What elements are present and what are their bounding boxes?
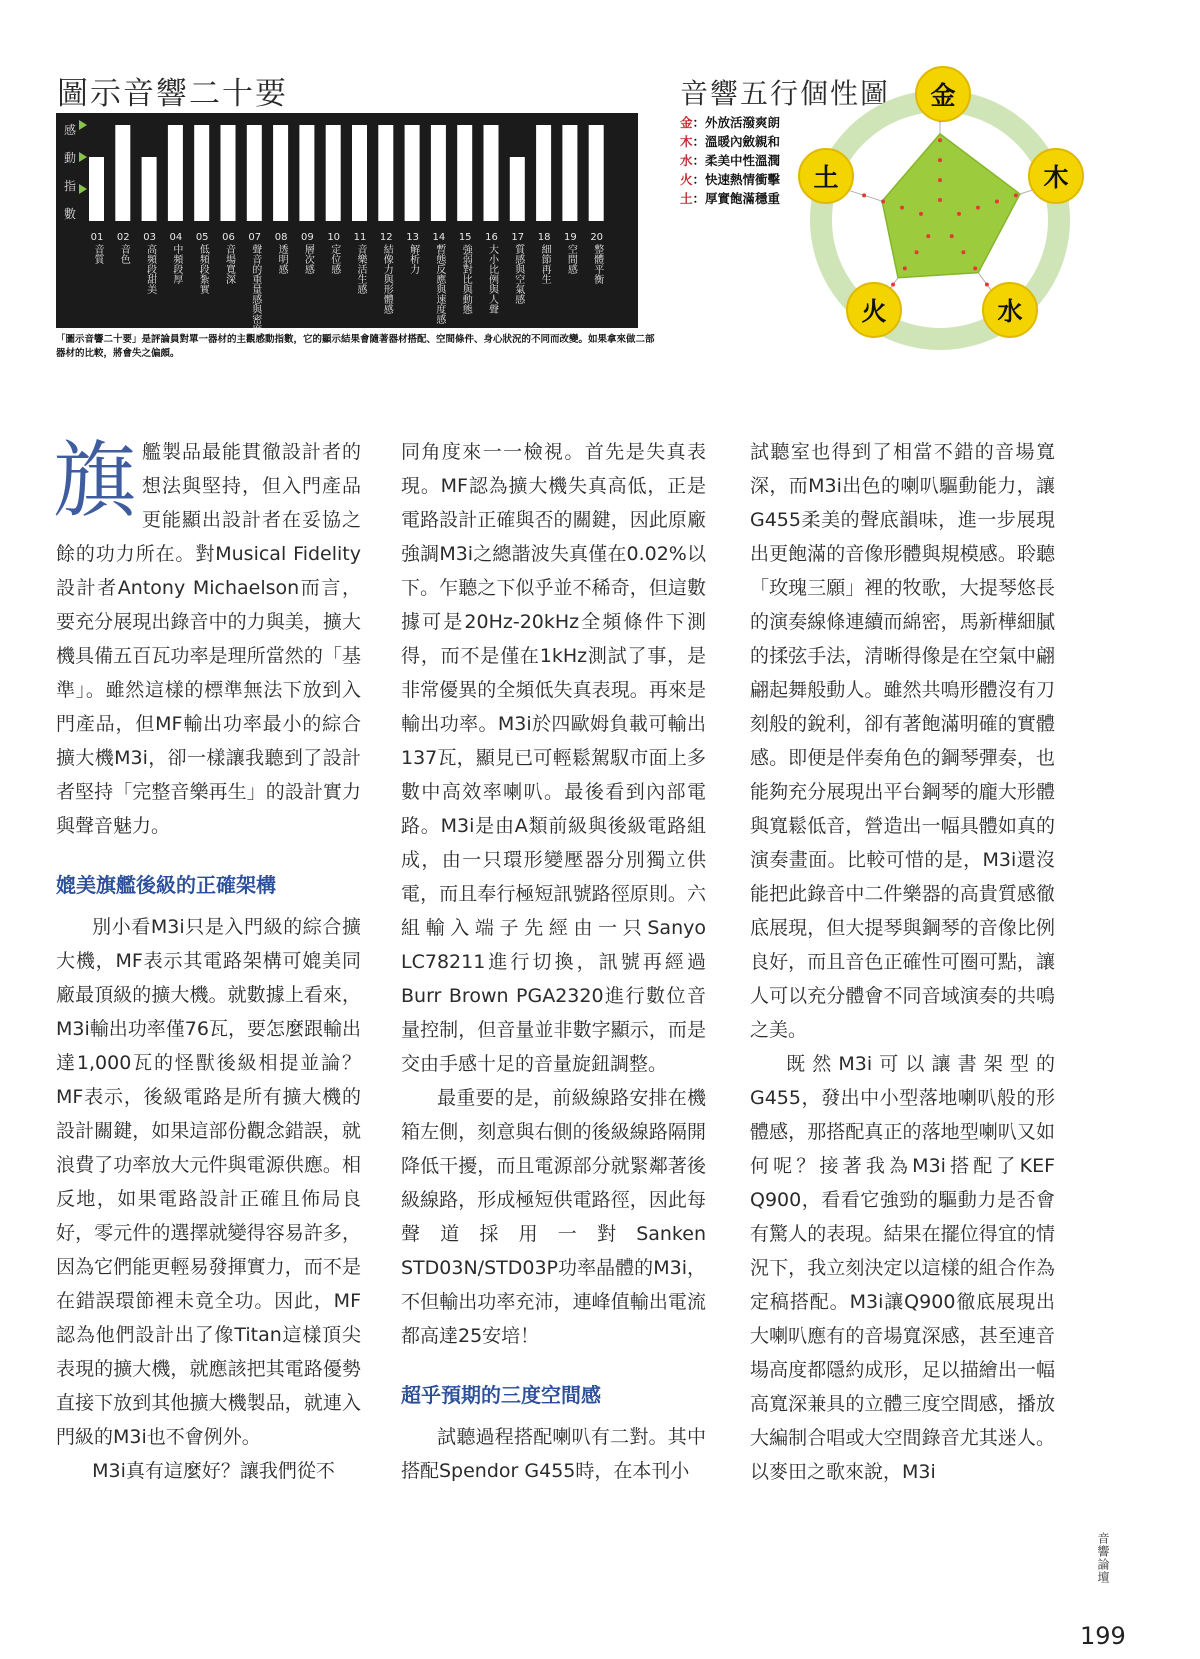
x-label-18 [533,232,555,284]
bar-9 [299,125,314,221]
x-label-19 [559,232,581,274]
article-column-1 [53,432,361,1488]
bar-12 [378,125,393,221]
x-label-number: 05 [195,232,209,243]
radar-dot-metal [938,178,942,182]
bar-4 [168,125,183,221]
x-label-12 [375,232,397,314]
radar-dot-metal [938,138,942,142]
y-side-label-3: 指 [63,179,76,193]
dropcap: 旗 [53,432,136,529]
x-label-04 [165,232,187,284]
bar-18 [536,125,551,221]
x-label-number: 14 [432,232,446,243]
x-label-number: 20 [590,232,604,243]
x-label-number: 06 [222,232,235,243]
x-label-text: 低頻段紮實 [197,244,209,294]
x-label-text: 結像力與形體感 [381,244,393,314]
bar-20 [589,125,604,221]
bar-5 [194,125,209,221]
x-label-20 [586,232,608,284]
x-label-text: 透明感 [276,244,288,274]
bar-14 [431,125,446,221]
paragraph: 最重要的是，前級線路安排在機箱左側，刻意與右側的後級線路隔開降低干擾，而且電源部分就緊鄰著後級線路，形成極短供電路徑，因此每聲道採用一對Sanken STD03N/STD03P功率晶體的M3i，不但輸出功率充沛，連峰值輸出電流都高達25安培！ [401,1087,706,1347]
y-side-label-4: 數 [63,207,76,221]
x-label-05 [191,232,213,294]
radar-dot-metal [938,158,942,162]
x-label-number: 08 [274,232,288,243]
x-label-number: 16 [485,232,498,243]
x-label-text: 音質 [92,244,103,264]
chart-svg [56,113,638,328]
five-elements-title: 音響五行個性圖 [680,77,891,110]
section-heading-2: 超乎預期的三度空間感 [401,1383,601,1407]
radar-dot-water [973,266,977,270]
x-label-number: 15 [458,232,472,243]
legend-item-earth: 土：厚實飽滿穩重 [680,191,781,206]
bar-7 [247,125,262,221]
y-side-label-1: 感 [63,123,76,137]
radar-dot-wood [957,212,961,216]
y-side-label-2: 動 [63,151,76,165]
radar-dot-wood [976,206,980,210]
x-label-text: 空間感 [565,244,577,274]
radar-dot-earth [900,206,904,210]
chart-caption: 「圖示音響二十要」是評論員對單一器材的主觀感動指數，它的顯示結果會隨著器材搭配、空間條件、身心狀況的不同而改變。如果拿來做二部器材的比較，將會失之偏頗。 [56,334,655,359]
bar-1 [89,157,104,221]
x-label-15 [454,232,476,314]
bar-16 [484,125,499,221]
bar-2 [115,125,130,221]
radar-dot-wood [1014,193,1018,197]
legend-item-water: 水：柔美中性溫潤 [680,153,781,168]
element-water-badge: 水 [982,282,1038,338]
x-label-text: 音色 [118,244,130,264]
x-label-number: 17 [511,232,525,243]
bar-19 [562,125,577,221]
element-earth-badge: 土 [798,148,854,204]
x-label-11 [349,232,371,294]
element-wood-badge: 木 [1028,148,1084,204]
x-label-13 [402,232,424,274]
x-label-text: 音樂活生感 [355,244,366,294]
x-label-number: 01 [90,232,104,243]
radar-dot-water [961,250,965,254]
x-label-number: 10 [327,232,341,243]
bar-13 [405,125,420,221]
paragraph: M3i真有這麼好？讓我們從不 [92,1460,335,1482]
element-metal-badge: 金 [915,66,971,122]
x-label-text: 層次感 [302,244,314,274]
radar-dot-earth [862,193,866,197]
radar-dot-metal [938,198,942,202]
radar-dot-fire [915,250,919,254]
x-label-number: 19 [564,232,577,243]
x-label-text: 中頻段厚 [170,244,182,284]
section-heading-1: 媲美旗艦後級的正確架構 [56,873,276,897]
bar-17 [510,157,525,221]
x-label-08 [270,232,292,274]
paragraph: 同角度來一一檢視。首先是失真表現。MF認為擴大機失真高低，正是電路設計正確與否的關鍵，因此原廠強調M3i之總諧波失真僅在0.02%以下。乍聽之下似乎並不稀奇，但這數據可是20Hz-20kHz全頻條件下測得，而不是僅在1kHz測試了事，是非常優異的全頻低失真表現。再來是輸出功率。M3i於四歐姆負載可輸出137瓦，顯見已可輕鬆駕馭市面上多數中高效率喇叭。最後看到內部電路。M3i是由A類前級與後級電路組成，由一只環形變壓器分別獨立供電，而且奉行極短訊號路徑原則。六組輸入端子先經由一只Sanyo LC78211進行切換，訊號再經過Burr Brown PGA2320進行數位音量控制，但音量並非數字顯示，而是交由手感十足的音量旋鈕調整。 [401,441,706,1075]
paragraph: 試聽室也得到了相當不錯的音場寬深，而M3i出色的喇叭驅動能力，讓G455柔美的聲底韻味，進一步展現出更飽滿的音像形體與規模感。聆聽「玫瑰三願」裡的牧歌，大提琴悠長的演奏線條連續而綿密，馬新樺細膩的揉弦手法，清晰得像是在空氣中翩翩起舞般動人。雖然共鳴形體沒有刀刻般的銳利，卻有著飽滿明確的實體感。即便是伴奏角色的鋼琴彈奏，也能夠充分展現出平台鋼琴的龐大形體與寬鬆低音，營造出一幅具體如真的演奏畫面。比較可惜的是，M3i還沒能把此錄音中二件樂器的高貴質感徹底展現，但大提琴與鋼琴的音像比例良好，而且音色正確性可圈可點，讓人可以充分體會不同音域演奏的共鳴之美。 [750,441,1055,1041]
radar-dot-fire [903,266,907,270]
x-label-text: 暫態反應與速度感 [433,244,445,324]
x-label-10 [323,232,345,274]
article-column-2 [401,435,706,1488]
radar-dot-fire [926,234,930,238]
article-column-3 [750,435,1055,1489]
twenty-factors-chart [56,113,638,328]
x-label-text: 整體平衡 [591,244,603,284]
section-name: 音響論壇 [1096,1532,1110,1584]
x-label-07 [244,232,266,334]
x-label-14 [428,232,450,324]
x-label-number: 11 [353,232,367,243]
bar-3 [142,157,157,221]
level-marker [79,152,87,162]
five-elements-legend [680,113,780,208]
x-label-01 [86,232,108,264]
level-marker [79,120,87,130]
x-label-number: 13 [406,232,419,243]
x-label-text: 高頻段甜美 [144,244,156,294]
x-label-09 [296,232,318,274]
legend-item-metal: 金：外放活潑爽朗 [680,115,781,130]
x-label-number: 09 [301,232,314,243]
x-label-text: 音場寬深 [223,244,235,284]
element-fire-badge: 火 [846,282,902,338]
radar-dot-fire [891,283,895,287]
five-elements-radar [800,80,1080,360]
x-label-number: 03 [143,232,156,243]
x-label-text: 解析力 [407,244,419,274]
x-label-number: 18 [537,232,551,243]
radar-dot-water [950,234,954,238]
bar-8 [273,125,288,221]
x-label-text: 大小比例與人聲 [486,244,498,314]
radar-dot-earth [881,200,885,204]
intro-paragraph: 旗艦製品最能貫徹設計者的想法與堅持，但入門產品更能顯出設計者在妥協之餘的功力所在。對Musical Fidelity設計者Antony Michaelson而言，要充分展現出錄音中的力與美，擴大機具備五百瓦功率是理所當然的「基準」。雖然這樣的標準無法下放到入門產品，但MF輸出功率最小的綜合擴大機M3i，卻一樣讓我聽到了設計者堅持「完整音樂再生」的設計實力與聲音魅力。 [53,432,361,837]
bar-10 [326,125,341,221]
x-label-17 [507,232,529,304]
x-label-number: 04 [169,232,183,243]
x-label-number: 12 [379,232,393,243]
paragraph: 試聽過程搭配喇叭有二對。其中搭配Spendor G455時，在本刊小 [401,1426,706,1482]
radar-dot-wood [995,200,999,204]
x-label-03 [139,232,161,294]
bar-6 [221,125,236,221]
x-label-text: 強弱對比與動態 [460,244,472,314]
chart-title: 圖示音響二十要 [57,76,288,112]
x-label-number: 02 [116,232,130,243]
paragraph: 別小看M3i只是入門級的綜合擴大機，MF表示其電路架構可媲美同廠最頂級的擴大機。就數據上看來，M3i輸出功率僅76瓦，要怎麼跟輸出達1,000瓦的怪獸後級相提並論？MF表示，後級電路是所有擴大機的設計關鍵，如果這部份觀念錯誤，就浪費了功率放大元件與電源供應。相反地，如果電路設計正確且佈局良好，零元件的選擇就變得容易許多，因為它們能更輕易發揮實力，而不是在錯誤環節裡未竟全功。因此，MF認為他們設計出了像Titan這樣頂尖表現的擴大機，就應該把其電路優勢直接下放到其他擴大機製品，就連入門級的M3i也不會例外。 [56,916,361,1448]
x-label-16 [481,232,503,314]
x-label-text: 質感與空氣感 [512,244,524,304]
page-number: 199 [1080,1622,1126,1650]
level-marker [79,184,87,194]
bar-11 [352,125,367,221]
radar-dot-water [985,283,989,287]
bar-15 [457,125,472,221]
legend-item-wood: 木：溫暖內斂親和 [680,134,781,149]
x-label-06 [218,232,240,284]
x-label-text: 聲音的重量感與密度 [249,244,261,334]
x-label-text: 細節再生 [539,244,551,284]
paragraph: 既然M3i可以讓書架型的G455，發出中小型落地喇叭般的形體感，那搭配真正的落地型喇叭又如何呢？接著我為M3i搭配了KEF Q900，看看它強勁的驅動力是否會有驚人的表現。結果在擺位得宜的情況下，我立刻決定以這樣的組合作為定稿搭配。M3i讓Q900徹底展現出大喇叭應有的音場寬深感，甚至連音場高度都隱約成形，足以描繪出一幅高寬深兼具的立體三度空間感，播放大編制合唱或大空間錄音尤其迷人。以麥田之歌來說，M3i [750,1053,1055,1483]
radar-dot-earth [919,212,923,216]
x-label-02 [112,232,134,264]
x-label-number: 07 [248,232,262,243]
legend-item-fire: 火：快速熱情衝擊 [680,172,781,187]
x-label-text: 定位感 [328,244,340,274]
